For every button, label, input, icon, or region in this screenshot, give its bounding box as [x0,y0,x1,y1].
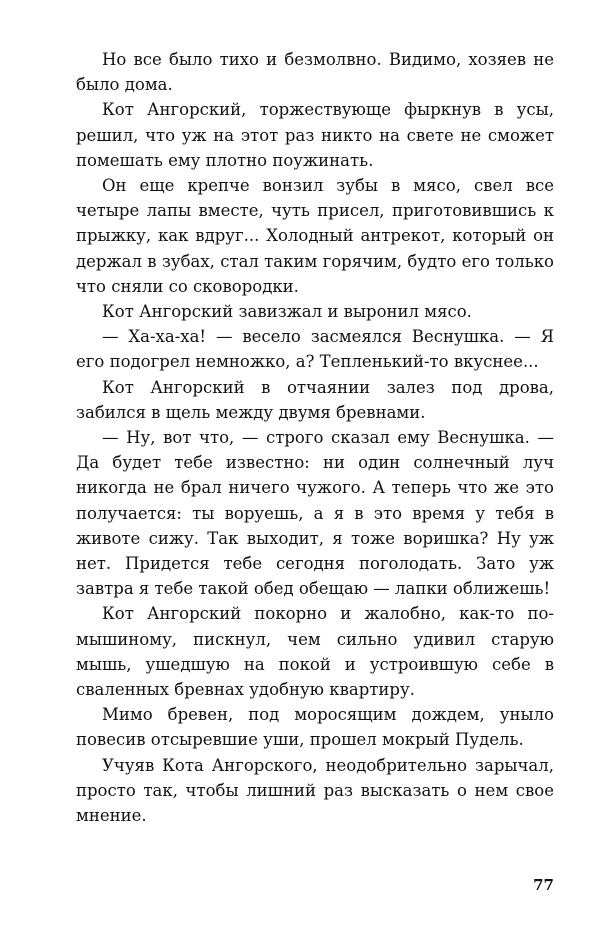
paragraph-5: — Ха-ха-ха! — весело засмеялся Веснушка. — Я его подогрел немножко, а? Тепленький-то вкуснее... [76,327,554,372]
paragraph-2: Кот Ангорский, торжествующе фыркнув в усы, решил, что уж на этот раз никто на свете не сможет помешать ему плотно поужинать. [76,100,554,170]
page-number: 77 [533,876,554,894]
body-text [76,47,554,828]
paragraph-8: Кот Ангорский покорно и жалобно, как-то по-мышиному, пискнул, чем сильно удивил старую мышь, ушедшую на покой и устроившую себе в сваленных бревнах удобную квартиру. [76,604,554,700]
paragraph-7: — Ну, вот что, — строго сказал ему Веснушка. — Да будет тебе известно: ни один солнечный луч никогда не брал ничего чужого. А теперь что же это получается: ты воруешь, а я в это время у тебя в животе сижу. Так выходит, я тоже воришка? Ну уж нет. Придется тебе сегодня поголодать. Зато уж завтра я тебе такой обед обещаю — лапки оближешь! [76,428,554,599]
paragraph-10: Учуяв Кота Ангорского, неодобрительно зарычал, просто так, чтобы лишний раз высказать о нем свое мнение. [76,755,554,826]
paragraph-3: Он еще крепче вонзил зубы в мясо, свел все четыре лапы вместе, чуть присел, приготовившись к прыжку, как вдруг... Холодный антрекот, который он держал в зубах, стал таким горячим, будто его только что сняли со сковородки. [76,176,554,296]
paragraph-1: Но все было тихо и безмолвно. Видимо, хозяев не было дома. [76,50,554,95]
paragraph-9: Мимо бревен, под моросящим дождем, уныло повесив отсыревшие уши, прошел мокрый Пудель. [76,705,554,750]
paragraph-4: Кот Ангорский завизжал и выронил мясо. [102,302,472,322]
paragraph-6: Кот Ангорский в отчаянии залез под дрова, забился в щель между двумя бревнами. [76,377,554,422]
